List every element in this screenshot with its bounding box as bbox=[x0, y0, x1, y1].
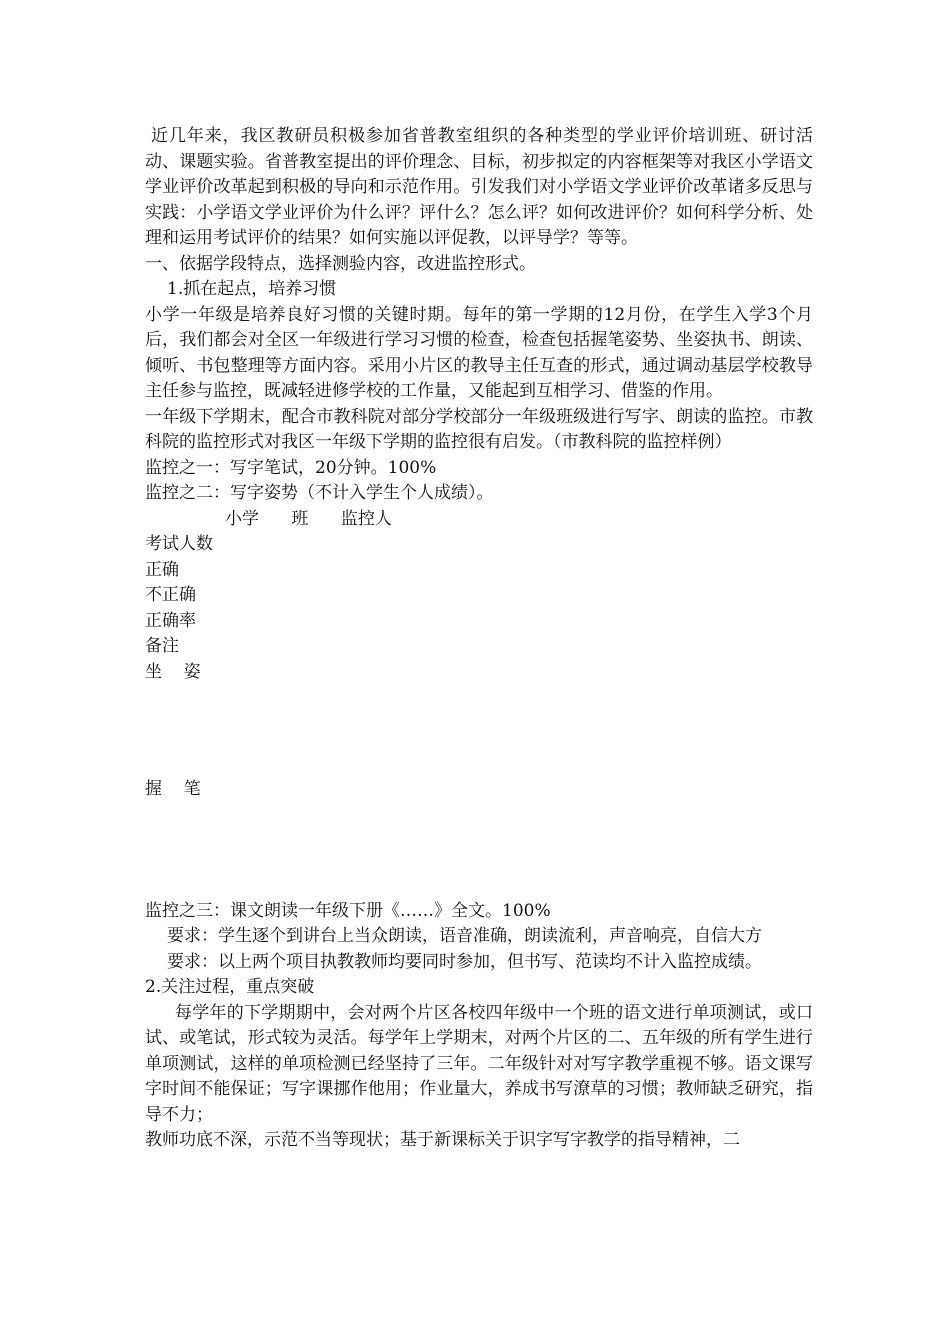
monitor-item-2: 监控之二：写字姿势（不计入学生个人成绩）。 bbox=[145, 483, 494, 503]
table-row-notes: 备注 bbox=[145, 636, 179, 656]
table-blank-space-1 bbox=[145, 685, 813, 777]
monitor-item-1: 监控之一：写字笔试，20分钟。100% bbox=[145, 457, 437, 478]
subsection-1-paragraph-2: 一年级下学期末，配合市教科院对部分学校部分一年级班级进行写字、朗读的监控。市教科院的监控形式对我区一年级下学期的监控很有启发。（市教科院的监控样例） bbox=[145, 406, 813, 452]
table-row-count: 考试人数 bbox=[145, 534, 213, 554]
section-1-heading: 一、依据学段特点，选择测验内容，改进监控形式。 bbox=[145, 253, 536, 274]
requirement-1: 要求：学生逐个到讲台上当众朗读，语音准确，朗读流利，声音响亮，自信大方 bbox=[167, 926, 762, 946]
table-row-incorrect: 不正确 bbox=[145, 585, 196, 605]
subsection-1-paragraph-1: 小学一年级是培养良好习惯的关键时期。每年的第一学期的12月份，在学生入学3个月后，我们都会对全区一年级进行学习习惯的检查，检查包括握笔姿势、坐姿执书、朗读、倾听、书包整理等方面内容。采用小片区的教导主任互查的形式，通过调动基层学校教导主任参与监控，既减轻进修学校的工作量，又能起到互相学习、借鉴的作用。 bbox=[145, 304, 813, 401]
subsection-1-heading: 1.抓在起点，培养习惯 bbox=[167, 279, 337, 299]
monitor-item-3: 监控之三：课文朗读一年级下册《……》全文。100% bbox=[145, 900, 551, 921]
subsection-2-heading: 2.关注过程，重点突破 bbox=[145, 977, 315, 997]
table-row-grip: 握 笔 bbox=[145, 779, 201, 799]
table-row-correct: 正确 bbox=[145, 559, 179, 580]
intro-paragraph: 近几年来，我区教研员积极参加省普教室组织的各种类型的学业评价培训班、研讨活动、课题实验。省普教室提出的评价理念、目标，初步拟定的内容框架等对我区小学语文学业评价改革起到积极的导向和示范作用。引发我们对小学语文学业评价改革诸多反思与实践：小学语文学业评价为什么评？评什么？怎么评？如何改进评价？如何科学分析、处理和运用考试评价的结果？如何实施以评促教，以评导学？等等。 bbox=[145, 126, 813, 248]
table-row-rate: 正确率 bbox=[145, 610, 196, 631]
table-blank-space-2 bbox=[145, 803, 813, 899]
subsection-2-paragraph-2: 教师功底不深，示范不当等现状；基于新课标关于识字写字教学的指导精神，二 bbox=[145, 1130, 740, 1150]
requirement-2: 要求：以上两个项目执教教师均要同时参加，但书写、范读均不计入监控成绩。 bbox=[167, 951, 762, 972]
table-header-row: 小学 班 监控人 bbox=[225, 508, 392, 529]
subsection-2-paragraph-1: 每学年的下学期期中，会对两个片区各校四年级中一个班的语文进行单项测试，或口试、或笔试，形式较为灵活。每学年上学期末，对两个片区的二、五年级的所有学生进行单项测试，这样的单项检测已经坚持了三年。二年级针对对写字教学重视不够。语文课写字时间不能保证；写字课挪作他用；作业量大，养成书写潦草的习惯；教师缺乏研究，指导不力； bbox=[145, 1002, 813, 1125]
table-row-posture: 坐 姿 bbox=[145, 661, 201, 682]
document-body bbox=[145, 124, 813, 1154]
